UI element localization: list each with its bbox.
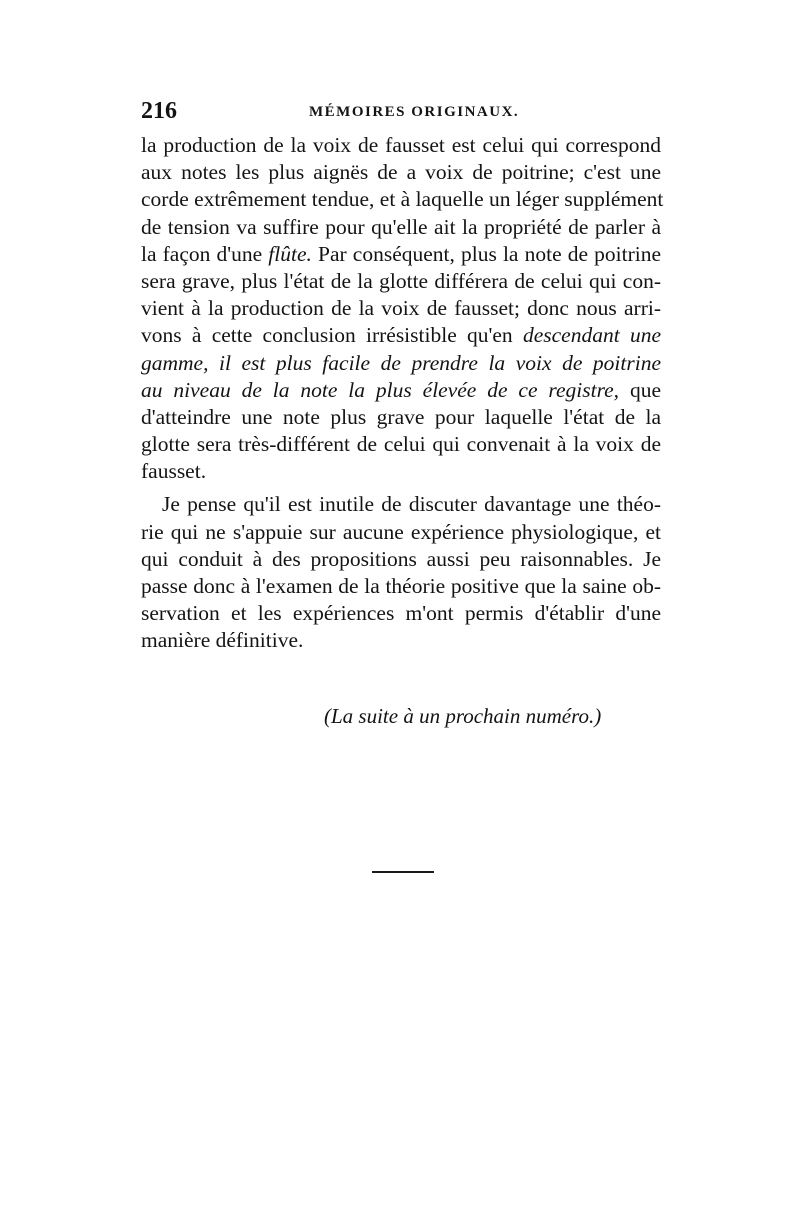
- page-number: 216: [141, 98, 177, 124]
- text-line: servation et les expériences m'ont permis d'établir d'une: [141, 601, 661, 626]
- text-line: aux notes les plus aignës de a voix de poitrine; c'est une: [141, 160, 661, 185]
- text-line: Je pense qu'il est inutile de discuter davantage une théo-: [162, 492, 661, 517]
- text-segment: la façon d'une: [141, 241, 263, 266]
- text-line: fausset.: [141, 459, 207, 484]
- text-line: [141, 377, 661, 404]
- text-line: de tension va suffire pour qu'elle ait la propriété de parler à: [141, 214, 661, 239]
- page-header: [141, 97, 661, 127]
- text-line: d'atteindre une note plus grave pour laquelle l'état de la: [141, 404, 661, 429]
- body-text: [141, 132, 664, 655]
- text-line: [141, 241, 661, 268]
- running-title: MÉMOIRES ORIGINAUX.: [309, 104, 520, 120]
- italic-phrase: au niveau de la note la plus élevée de ce registre,: [141, 377, 620, 402]
- text-segment: Par conséquent, plus la note de poitrine: [318, 241, 662, 266]
- text-line: [141, 322, 661, 349]
- text-line: qui conduit à des propositions aussi peu raisonnables. Je: [141, 546, 661, 571]
- paragraph-2: [141, 491, 661, 654]
- italic-phrase: descendant une: [522, 323, 662, 348]
- text-line: passe donc à l'examen de la théorie positive que la saine ob-: [141, 574, 661, 598]
- paragraph-1: [141, 132, 664, 485]
- text-segment: vons à cette conclusion irrésistible qu'en: [141, 323, 513, 348]
- italic-line: gamme, il est plus facile de prendre la voix de poitrine: [141, 350, 661, 375]
- text-line: vient à la production de la voix de fausset; donc nous arri-: [141, 296, 661, 321]
- text-line: glotte sera très-différent de celui qui convenait à la voix de: [141, 432, 661, 457]
- text-segment: que: [629, 377, 662, 402]
- text-line: la production de la voix de fausset est celui qui correspond: [141, 133, 661, 157]
- continuation-note: (La suite à un prochain numéro.): [324, 704, 602, 728]
- text-line: corde extrêmement tendue, et à laquelle un léger supplément: [141, 187, 664, 212]
- text-line: manière définitive.: [141, 628, 304, 653]
- text-line: rie qui ne s'appuie sur aucune expérience physiologique, et: [141, 519, 661, 544]
- italic-word: flûte.: [268, 241, 312, 266]
- text-line: sera grave, plus l'état de la glotte différera de celui qui con-: [141, 268, 661, 293]
- end-rule: [372, 871, 434, 873]
